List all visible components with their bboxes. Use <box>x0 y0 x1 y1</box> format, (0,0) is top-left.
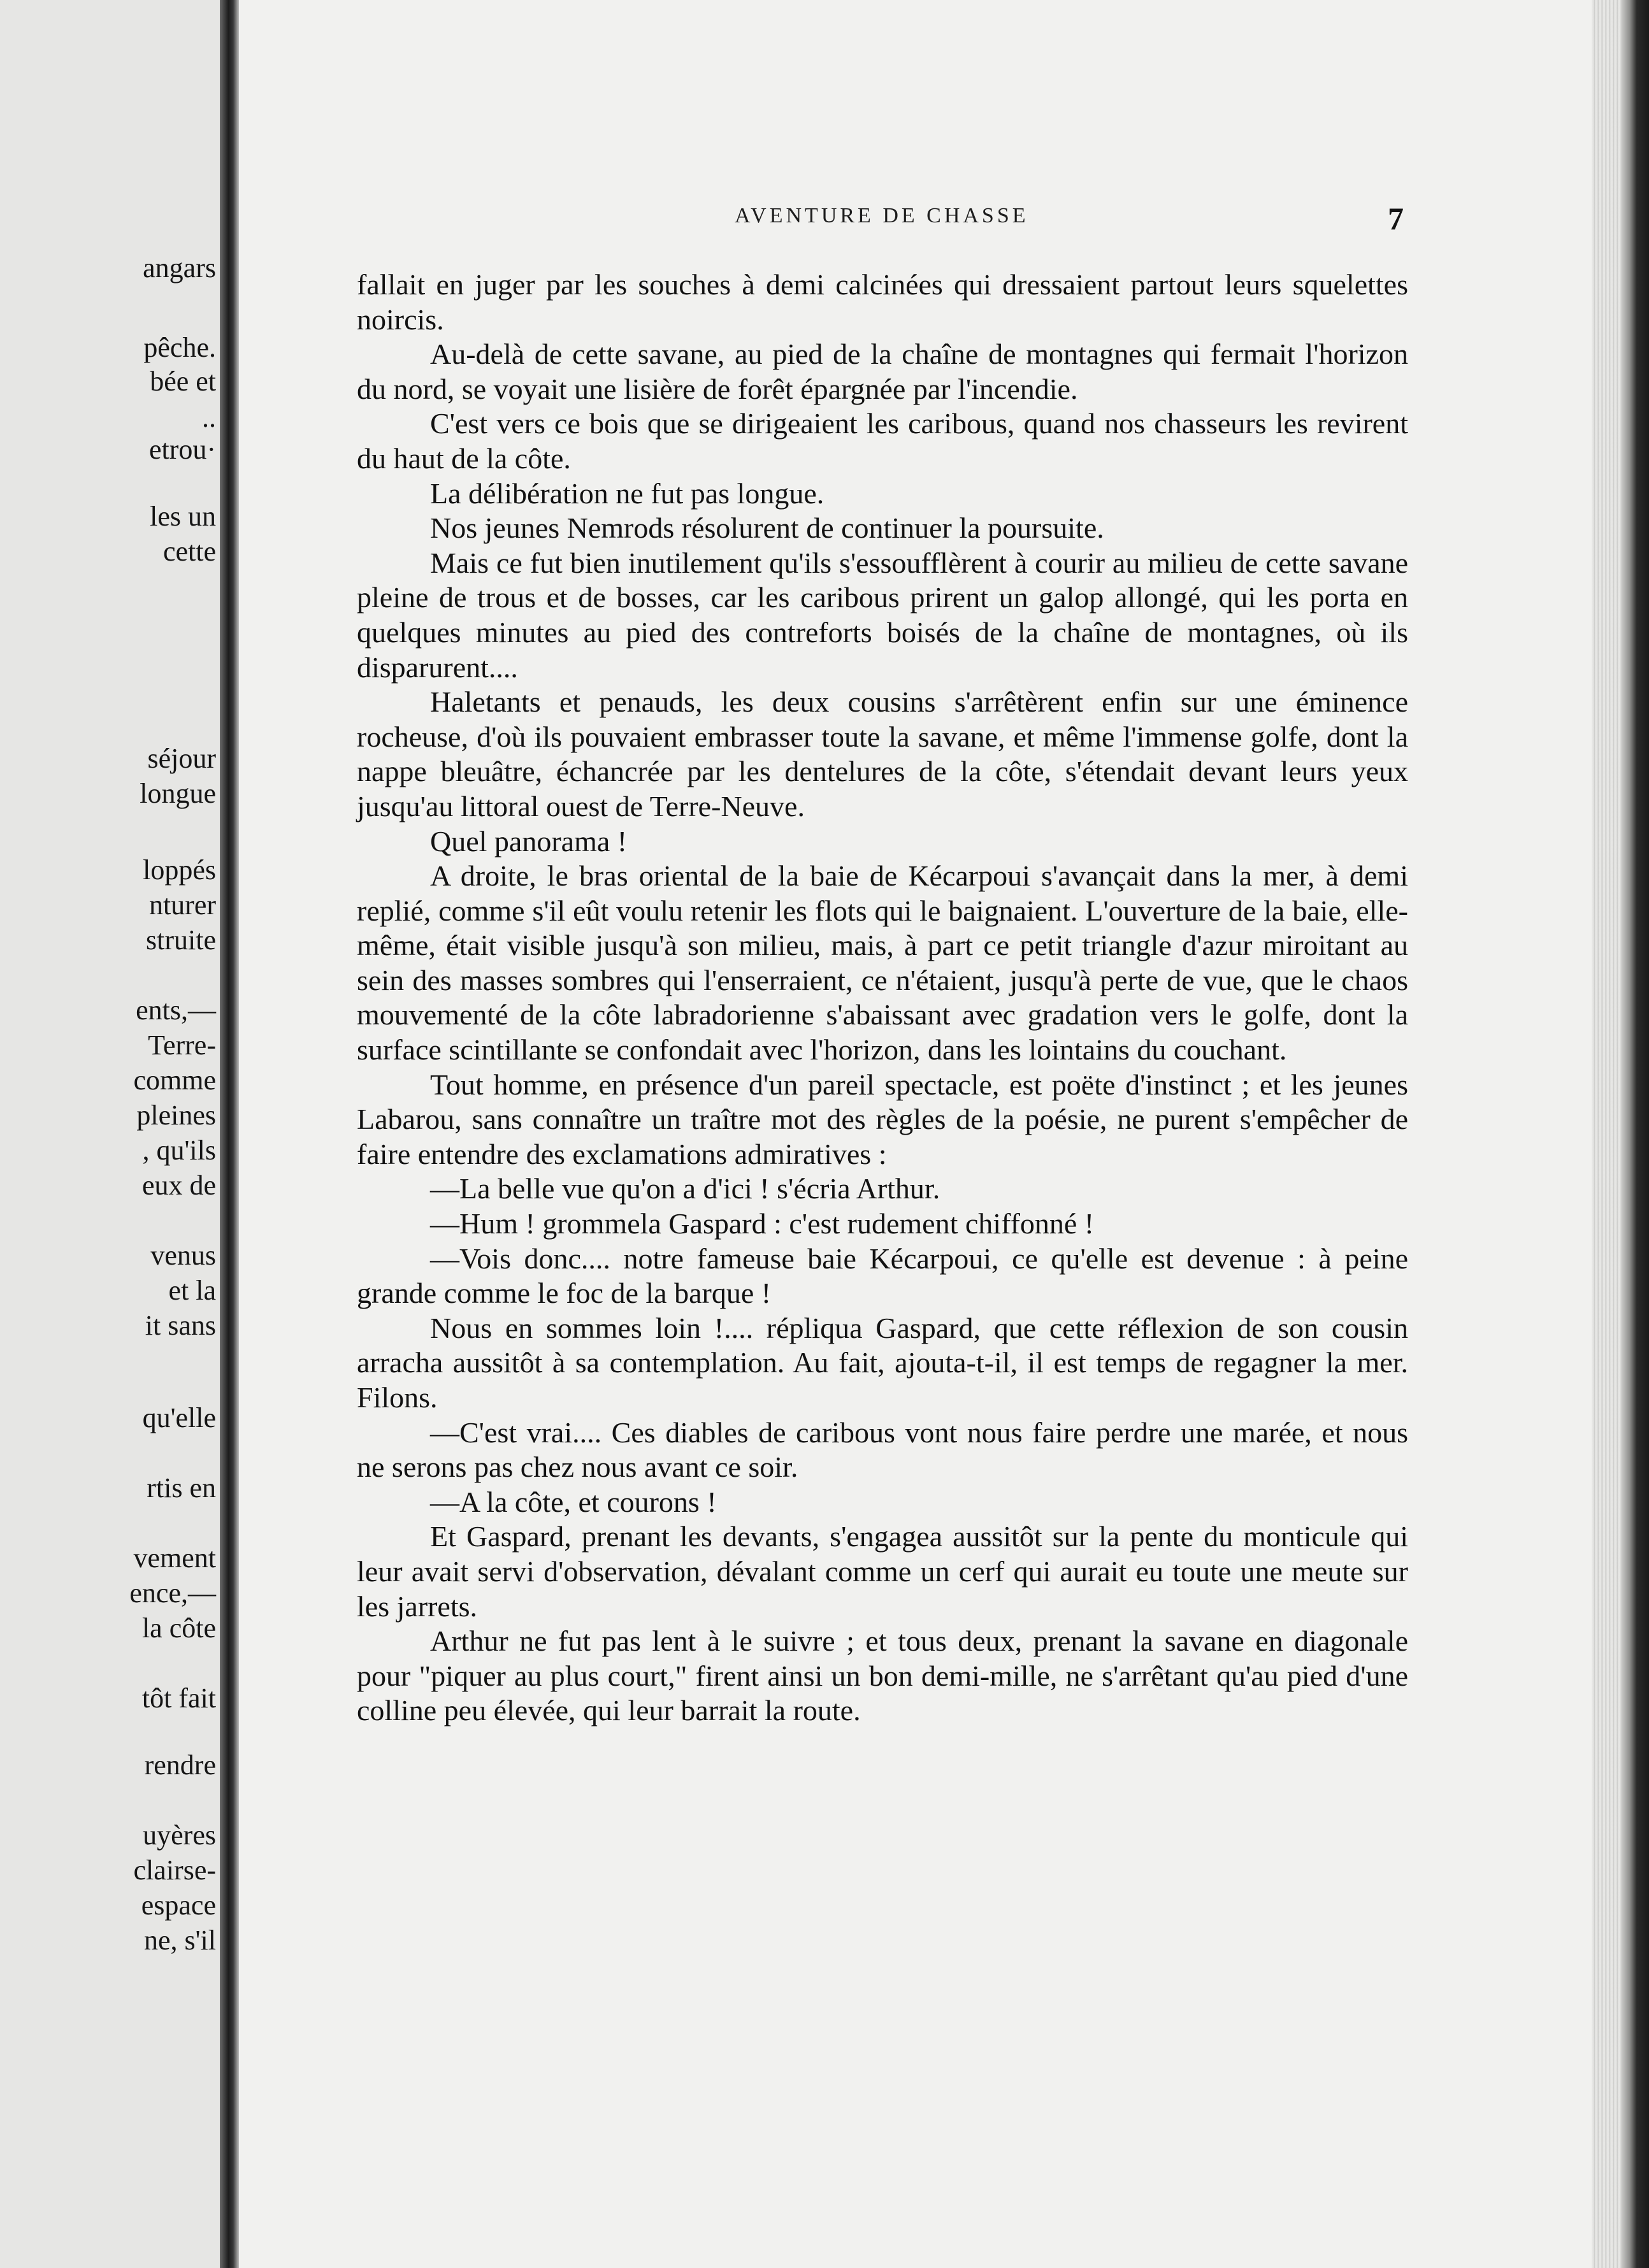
previous-page-line: la côte <box>141 1612 216 1644</box>
paragraph: Nous en sommes loin !.... répliqua Gaspard, que cette réflexion de son cousin arracha aussitôt à sa contemplation. Au fait, ajouta-t-il, il est temps de regagner la mer. Filons. <box>357 1311 1408 1414</box>
previous-page-line: espace <box>141 1890 216 1921</box>
previous-page-line: comme <box>133 1065 216 1096</box>
page-number: 7 <box>1388 201 1404 236</box>
previous-page-line: qu'elle <box>142 1402 216 1433</box>
previous-page-line: ents,— <box>136 994 216 1026</box>
previous-page-line: rendre <box>144 1749 216 1781</box>
paragraph: Nos jeunes Nemrods résolurent de continuer la poursuite. <box>430 512 1104 545</box>
paragraph: —Vois donc.... notre fameuse baie Kécarpoui, ce qu'elle est devenue : à peine grande comme le foc de la barque ! <box>357 1242 1408 1310</box>
previous-page-line: it sans <box>145 1310 216 1341</box>
book-gutter <box>220 0 239 2268</box>
previous-page-line: tôt fait <box>141 1683 216 1714</box>
previous-page-line: ne, s'il <box>143 1925 216 1956</box>
paragraph: —C'est vrai.... Ces diables de caribous vont nous faire perdre une marée, et nous ne serons pas chez nous avant ce soir. <box>357 1416 1408 1484</box>
previous-page-line: venus <box>150 1240 216 1271</box>
paragraph: —Hum ! grommela Gaspard : c'est rudement chiffonné ! <box>430 1207 1095 1240</box>
page-edges <box>1592 0 1622 2268</box>
previous-page-line: loppés <box>143 854 216 886</box>
paragraph: —La belle vue qu'on a d'ici ! s'écria Arthur. <box>430 1172 940 1205</box>
previous-page-line: pleines <box>136 1100 216 1131</box>
previous-page-line: cette <box>162 536 216 567</box>
previous-page-line: longue <box>140 778 216 809</box>
paragraph: Et Gaspard, prenant les devants, s'engagea aussitôt sur la pente du monticule qui leur avait servi d'observation, dévalant comme un cerf qui aurait eu toute une meute sur les jarrets. <box>357 1520 1408 1623</box>
paragraph: fallait en juger par les souches à demi calcinées qui dressaient partout leurs squelettes noircis. <box>357 268 1408 336</box>
previous-page-line: rtis en <box>147 1472 216 1504</box>
paragraph: Tout homme, en présence d'un pareil spectacle, est poëte d'instinct ; et les jeunes Labarou, sans connaître un traître mot des règles de la poésie, ne purent s'empêcher de faire entendre des exclamations admiratives : <box>357 1068 1408 1170</box>
paragraph: Au-delà de cette savane, au pied de la chaîne de montagnes qui fermait l'horizon du nord, se voyait une lisière de forêt épargnée par l'incendie. <box>357 338 1408 405</box>
paragraph: A droite, le bras oriental de la baie de Kécarpoui s'avançait dans la mer, à demi replié, comme s'il eût voulu retenir les flots qui le baignaient. L'ouverture de la baie, elle-même, était visible jusqu'à son milieu, mais, à part ce petit triangle d'azur miroitant au sein des masses sombres qui l'enserraient, ce n'étaient, jusqu'à perte de vue, que le chaos mouvementé de la côte labradorienne s'abaissant avec gradation vers le golfe, dont la surface scintillante se confondait avec l'horizon, dans les lointains du couchant. <box>357 859 1408 1066</box>
previous-page-line: séjour <box>147 743 216 774</box>
previous-page-line: clairse- <box>133 1855 216 1886</box>
previous-page-line: et la <box>168 1275 216 1306</box>
book-right-edge <box>1622 0 1649 2268</box>
paragraph: Quel panorama ! <box>430 824 628 858</box>
paragraph: Arthur ne fut pas lent à le suivre ; et tous deux, prenant la savane en diagonale pour "piquer au plus court," firent ainsi un bon demi-mille, ne s'arrêtant qu'au pied d'une colline peu élevée, qui leur barrait la route. <box>357 1625 1408 1727</box>
previous-page-line: pêche. <box>143 332 216 363</box>
previous-page-line: struite <box>146 924 216 956</box>
paragraph: C'est vers ce bois que se dirigeaient les caribous, quand nos chasseurs les revirent du haut de la côte. <box>357 407 1408 475</box>
paragraph: —A la côte, et courons ! <box>430 1485 717 1518</box>
page-body-text <box>357 268 1408 1728</box>
previous-page-line: .. <box>202 402 216 433</box>
previous-page-line: bée et <box>150 366 216 397</box>
previous-page-line: angars <box>143 252 216 284</box>
previous-page-line: ence,— <box>129 1577 216 1609</box>
previous-page-line: nturer <box>148 889 216 921</box>
previous-page-line: les un <box>150 501 216 532</box>
paragraph: Haletants et penauds, les deux cousins s'arrêtèrent enfin sur une éminence rocheuse, d'où ils pouvaient embrasser toute la savane, et même l'immense golfe, dont la nappe bleuâtre, échancrée par les dentelures de la côte, s'étendait devant leurs yeux jusqu'au littoral ouest de Terre-Neuve. <box>357 685 1408 822</box>
previous-page-fragment <box>0 0 220 2268</box>
running-head: AVENTURE DE CHASSE <box>735 204 1029 227</box>
paragraph: Mais ce fut bien inutilement qu'ils s'essoufflèrent à courir au milieu de cette savane pleine de trous et de bosses, car les caribous prirent un galop allongé, qui les porta en quelques minutes au pied des contreforts boisés de la chaîne de montagnes, où ils disparurent.... <box>357 546 1408 684</box>
paragraph: La délibération ne fut pas longue. <box>430 477 824 510</box>
previous-page-line: uyères <box>143 1819 216 1851</box>
previous-page-line: vement <box>133 1542 216 1574</box>
previous-page-line: , qu'ils <box>142 1135 216 1166</box>
previous-page-line: Terre- <box>148 1030 216 1061</box>
previous-page-line: eux de <box>141 1170 216 1201</box>
previous-page-line: etrou· <box>148 434 216 465</box>
